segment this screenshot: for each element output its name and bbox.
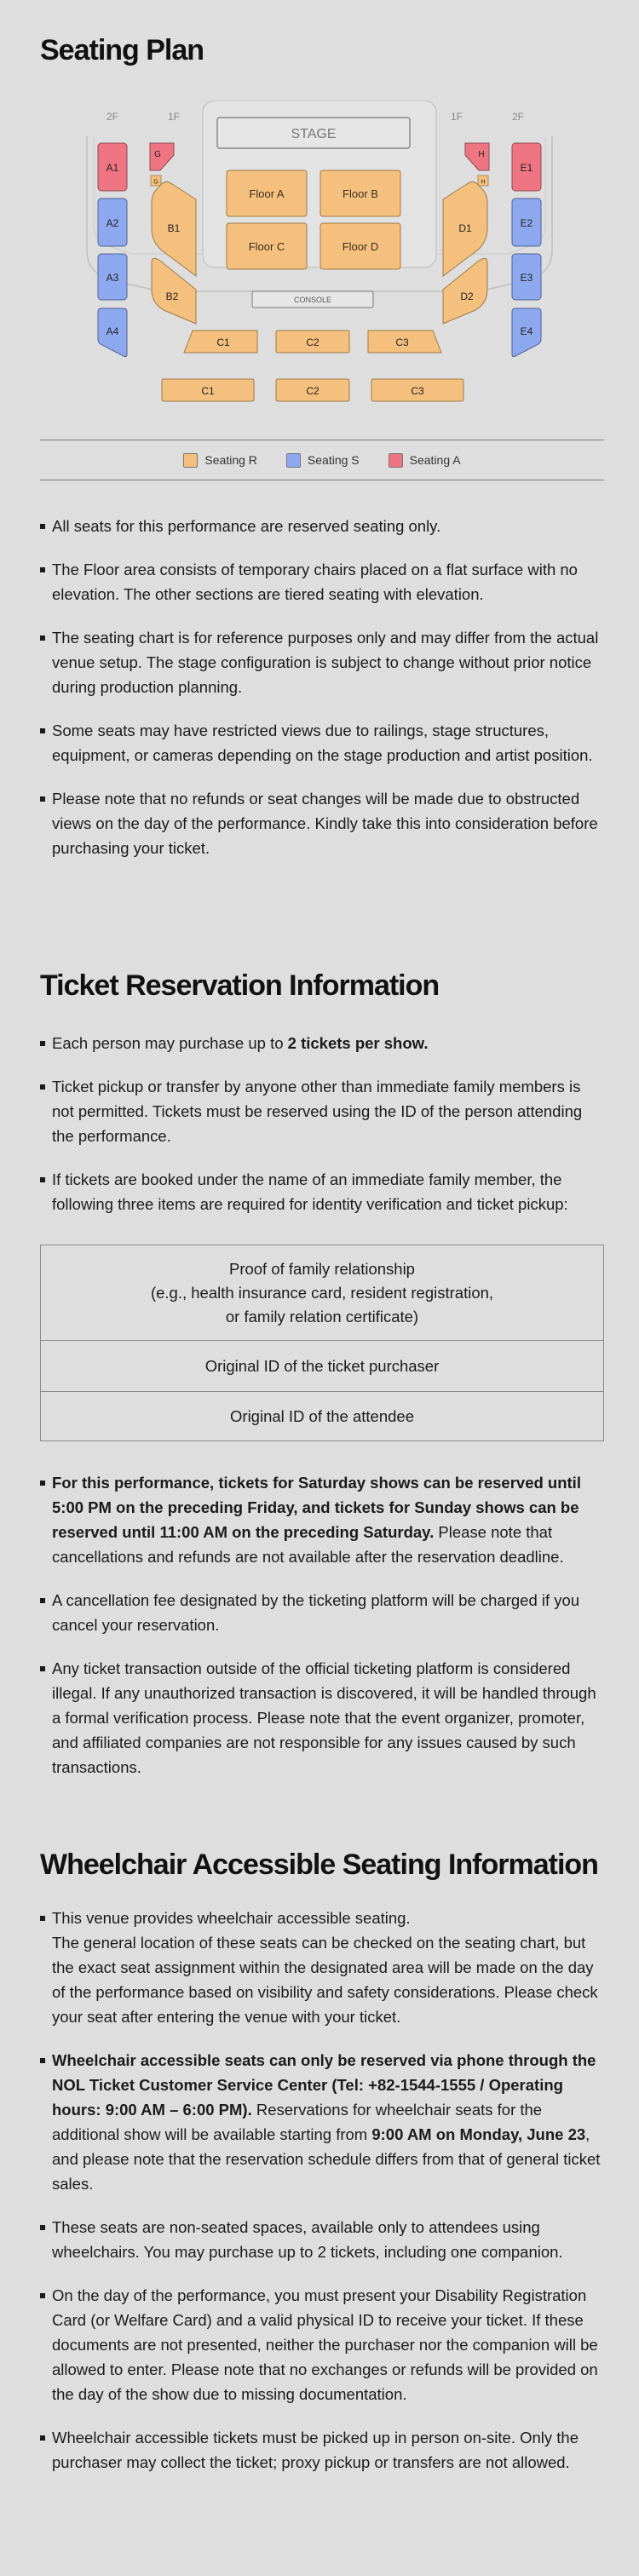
section-e3-label: E3 <box>520 272 533 284</box>
legend-swatch-a <box>389 453 403 468</box>
seating-note: Some seats may have restricted views due to railings, stage structures, equipment, or cameras depending on the stage production and artist position. <box>40 718 602 768</box>
wheelchair-list <box>40 1906 602 2493</box>
reservation-item1-text: Each person may purchase up to <box>52 1034 288 1052</box>
section-floor-b-label: Floor B <box>343 187 378 200</box>
section-floor-a-label: Floor A <box>249 187 285 200</box>
reservation-item: Any ticket transaction outside of the official ticketing platform is considered illegal. If any unauthorized transaction is discovered, it will be handled through a formal verification process. Please note that the event organizer, promoter, and affiliated companies are not responsible for any issues caused by such transactions. <box>40 1656 602 1780</box>
id-row-line: (e.g., health insurance card, resident registration, <box>150 1283 494 1302</box>
legend-label-s: Seating S <box>307 453 360 467</box>
seating-plan-title: Seating Plan <box>40 34 204 66</box>
seating-note: All seats for this performance are reserved seating only. <box>40 514 602 538</box>
section-h-label: H <box>478 150 485 159</box>
seating-note: The Floor area consists of temporary chairs placed on a flat surface with no elevation. The other sections are tiered seating with elevation. <box>40 557 602 607</box>
reservation-item: Ticket pickup or transfer by anyone other than immediate family members is not permitted. Tickets must be reserved using the ID of the person attending the performance. <box>40 1074 602 1148</box>
legend-swatch-s <box>286 453 301 468</box>
reservation-item1-bold: 2 tickets per show. <box>287 1034 429 1052</box>
section-a3-label: A3 <box>106 272 119 284</box>
reservation-list-bottom <box>40 1470 602 1798</box>
section-c1-inner-label: C1 <box>216 336 230 348</box>
wheelchair-item2-text2: , and please note that the reservation schedule differs from that of general ticket sales. <box>52 2125 601 2193</box>
reservation-item: A cancellation fee designated by the ticketing platform will be charged if you cancel your reservation. <box>40 1588 602 1637</box>
id-row-line: Proof of family relationship <box>228 1259 415 1278</box>
reservation-list-top <box>40 1031 602 1235</box>
section-h-small-label: H <box>481 179 486 186</box>
floor-label-2f-right: 2F <box>511 111 525 123</box>
section-b2-label: B2 <box>165 290 179 302</box>
section-floor-c-label: Floor C <box>248 240 285 253</box>
section-g-small-label: G <box>153 179 158 186</box>
ticket-reservation-title: Ticket Reservation Information <box>40 969 440 1002</box>
wheelchair-item: On the day of the performance, you must present your Disability Registration Card (or Welfare Card) and a valid physical ID to receive your ticket. If these documents are not presented, neither the purchaser nor the companion will be allowed to enter. Please note that no exchanges or refunds will be provided on the day of the show due to missing documentation. <box>40 2283 602 2406</box>
section-floor-d-label: Floor D <box>342 240 379 253</box>
wheelchair-item <box>40 1906 602 2029</box>
section-g-label: G <box>154 150 161 159</box>
reservation-item: If tickets are booked under the name of an immediate family member, the following three items are required for identity verification and ticket pickup: <box>40 1167 602 1216</box>
section-c2-outer-label: C2 <box>306 385 320 397</box>
seating-note: Please note that no refunds or seat changes will be made due to obstructed views on the day of the performance. Kindly take this into consideration before purchasing your ticket. <box>40 786 602 860</box>
id-row-line: or family relation certificate) <box>225 1307 419 1325</box>
section-c3-inner-label: C3 <box>395 336 409 348</box>
wheelchair-phone-bold: Wheelchair accessible seats can only be reserved via phone through the NOL Ticket Customer Service Center (Tel: +82-1544-1555 / Operating hours: 9:00 AM – 6:00 PM). <box>52 2051 596 2119</box>
console-label: CONSOLE <box>293 296 332 304</box>
seating-legend <box>40 440 604 480</box>
wheelchair-seating-title: Wheelchair Accessible Seating Information <box>40 1849 598 1881</box>
wheelchair-item <box>40 2048 602 2196</box>
wheelchair-item: Wheelchair accessible tickets must be picked up in person on-site. Only the purchaser may collect the ticket; proxy pickup or transfers are not allowed. <box>40 2425 602 2475</box>
wheelchair-date-bold: 9:00 AM on Monday, June 23 <box>371 2125 586 2143</box>
stage-label: STAGE <box>291 127 337 141</box>
section-a2-label: A2 <box>106 217 119 229</box>
section-d1-label: D1 <box>458 222 472 234</box>
section-c1-outer-label: C1 <box>201 385 215 397</box>
section-d2-label: D2 <box>460 290 474 302</box>
wheelchair-item2-text1: Reservations for wheelchair seats for the additional show will be available starting from <box>52 2101 543 2143</box>
legend-swatch-r <box>183 453 198 468</box>
reservation-item <box>40 1470 602 1569</box>
reservation-deadline-bold: For this performance, tickets for Saturday shows can be reserved until 5:00 PM on the preceding Friday, and tickets for Sunday shows can be reserved until 11:00 AM on the preceding Saturday. <box>52 1474 581 1541</box>
section-c3-outer-label: C3 <box>411 385 424 397</box>
reservation-deadline-text: Please note that cancellations and refunds are not available after the reservation deadline. <box>52 1523 564 1566</box>
section-e2-label: E2 <box>520 217 533 229</box>
seating-chart <box>77 101 562 416</box>
wheelchair-item: These seats are non-seated spaces, available only to attendees using wheelchairs. You may purchase up to 2 tickets, including one companion. <box>40 2215 602 2264</box>
seating-notes-list <box>40 514 602 879</box>
section-e4-label: E4 <box>520 325 533 337</box>
section-h[interactable] <box>465 143 489 170</box>
wheelchair-item1-rest: The general location of these seats can be checked on the seating chart, but the exact seat assignment within the designated area will be made on the day of the performance based on visibility and safety considerations. Please check your seat after entering the venue with your ticket. <box>52 1934 598 2026</box>
section-e1-label: E1 <box>520 162 533 174</box>
id-row-line: Original ID of the attendee <box>230 1406 414 1425</box>
legend-item-seating-a <box>389 453 461 468</box>
reservation-item <box>40 1031 602 1055</box>
floor-label-1f-right: 1F <box>450 111 463 123</box>
legend-label-a: Seating A <box>409 453 461 467</box>
legend-item-seating-s <box>286 453 360 468</box>
section-b1-label: B1 <box>167 222 181 234</box>
id-requirements-table <box>40 1245 604 1441</box>
floor-label-2f-left: 2F <box>106 111 119 123</box>
section-a4-label: A4 <box>106 325 119 337</box>
id-row-line: Original ID of the ticket purchaser <box>204 1356 440 1375</box>
seating-note: The seating chart is for reference purposes only and may differ from the actual venue setup. The stage configuration is subject to change without prior notice during production planning. <box>40 625 602 699</box>
legend-item-seating-r <box>183 453 256 468</box>
id-row-purchaser <box>41 1341 603 1392</box>
id-row-attendee <box>41 1392 603 1440</box>
id-row-family-proof <box>41 1245 603 1341</box>
floor-label-1f-left: 1F <box>167 111 181 123</box>
wheelchair-item1-line: This venue provides wheelchair accessible seating. <box>52 1909 411 1927</box>
section-a1-label: A1 <box>106 162 119 174</box>
section-c2-inner-label: C2 <box>306 336 320 348</box>
legend-label-r: Seating R <box>204 453 257 467</box>
